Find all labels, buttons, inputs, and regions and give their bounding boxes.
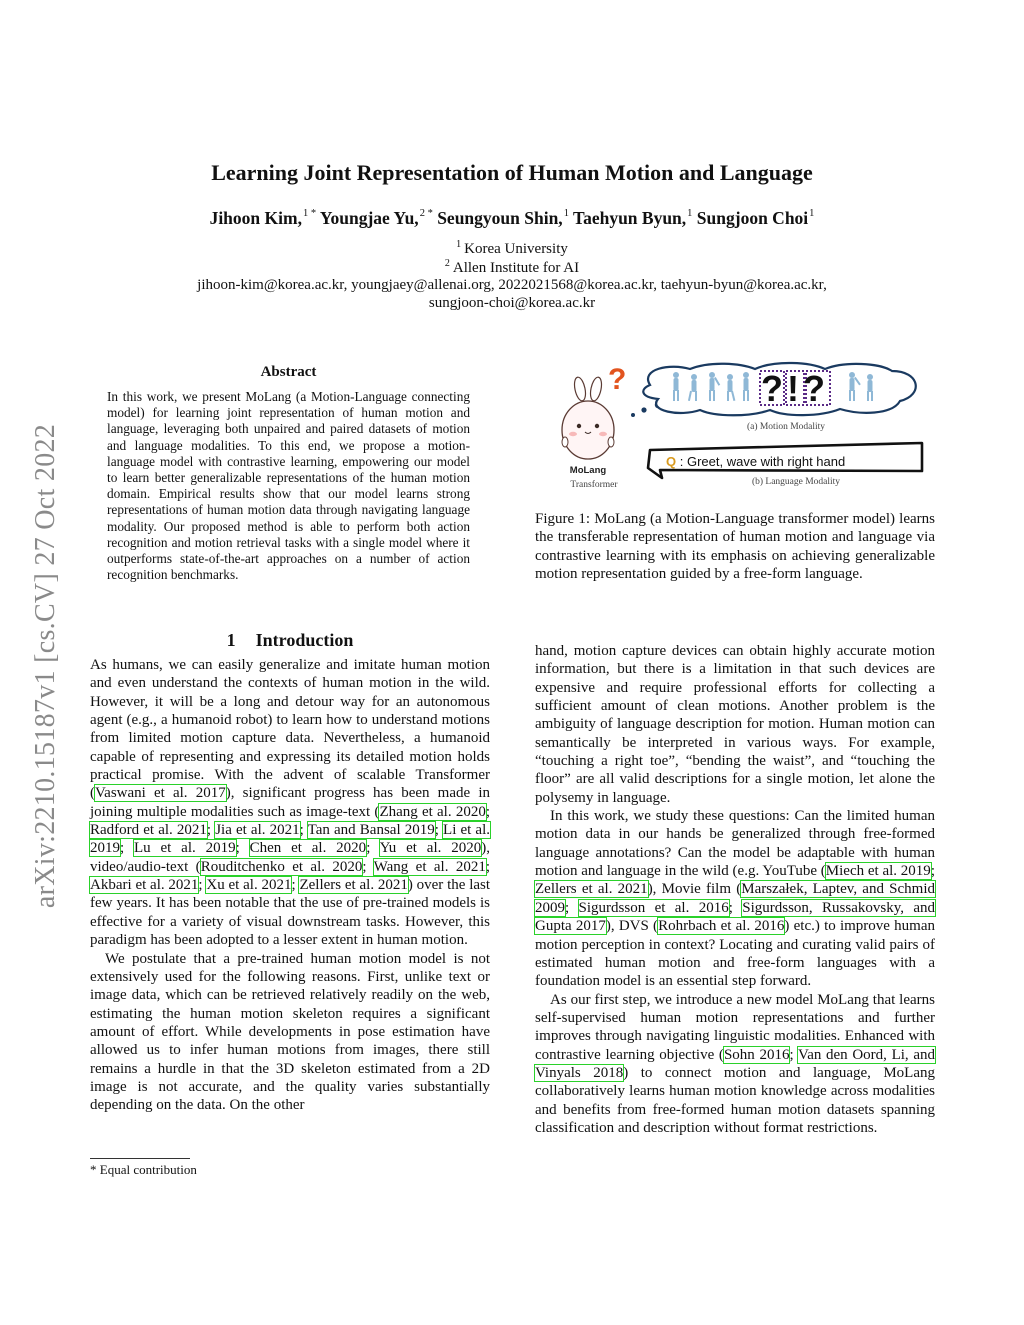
citation-link[interactable]: Radford et al. 2021 xyxy=(90,822,207,839)
model-type-label: Transformer xyxy=(570,480,618,490)
citation-link[interactable]: Rohrbach et al. 2016 xyxy=(658,918,785,935)
citation-link[interactable]: Xu et al. 2021 xyxy=(206,877,292,894)
author-name: Seungyoun Shin, xyxy=(437,208,563,228)
email-line-1: jihoon-kim@korea.ac.kr, youngjaey@allenai.org, 2022021568@korea.ac.kr, taehyun-byun@korea.ac.kr, xyxy=(197,277,827,293)
section-heading-introduction xyxy=(90,630,490,651)
figure-caption: Figure 1: MoLang (a Motion-Language transformer model) learns the transferable representation of human motion and language via contrastive learning with its emphasis on achieving generalizable motion representation guided by a free-form language. xyxy=(535,511,935,583)
molang-character-icon xyxy=(562,376,614,459)
author-list xyxy=(0,208,1024,229)
section-title: Introduction xyxy=(255,630,354,650)
citation-link[interactable]: Tan and Bansal 2019 xyxy=(307,822,435,839)
language-modality-label: (b) Language Modality xyxy=(751,477,841,487)
citation-link[interactable]: Wang et al. 2021 xyxy=(373,858,486,875)
author-affiliation-mark: 1 xyxy=(563,208,569,219)
paragraph: As our first step, we introduce a new model MoLang that learns self-supervised human motion representations and further improves through navigating linguistic modalities. Enhanced with contrastive learning objective (Sohn 2016; Van den Oord, Li, and Vinyals 2018) to connect motion and language, MoLang collaboratively learns human motion knowledge across modalities and benefits from free-formed human motion datasets spanning classification and description without format restrictions. xyxy=(535,991,936,1136)
abstract-body: In this work, we present MoLang (a Motion-Language connecting model) for learning joint representation of human motion and language, leveraging both unpaired and paired datasets of motion and language modalities. To this end, we propose a motion-language model with contrastive learning, empowering our model to learn better generalizable representations of the human motion domain. Empirical results show that our model learns strong representations of human motion data through navigating language modality. Our proposed method is able to perform both action recognition and motion retrieval tasks with a single model where it outperforms state-of-the-art approaches on a number of action recognition benchmarks. xyxy=(107,389,470,583)
svg-text:?!?: ?!? xyxy=(761,368,829,409)
citation-link[interactable]: Marszałek, Laptev, and Schmid 2009 xyxy=(535,881,936,916)
figure-1 xyxy=(540,355,930,500)
citation-link[interactable]: Li et al. 2019 xyxy=(90,822,491,857)
citation-link[interactable]: Sigurdsson et al. 2016 xyxy=(578,899,729,916)
citation-link[interactable]: Sohn 2016 xyxy=(723,1046,790,1063)
right-column-text xyxy=(535,642,935,1137)
author-name: Sungjoon Choi xyxy=(696,208,809,228)
author-affiliation-mark: 1 xyxy=(687,208,693,219)
author-affiliation-mark: 1 * xyxy=(302,208,317,219)
ambiguity-marks-icon xyxy=(760,368,830,409)
citation-link[interactable]: Jia et al. 2021 xyxy=(215,822,300,839)
citation-link[interactable]: Zellers et al. 2021 xyxy=(299,877,408,894)
model-name-label: MoLang xyxy=(569,465,607,476)
citation-link[interactable]: Chen et al. 2020 xyxy=(249,840,367,857)
footnote-rule xyxy=(90,1158,190,1159)
citation-link[interactable]: Lu et al. 2019 xyxy=(134,840,236,857)
citation-link[interactable]: Miech et al. 2019 xyxy=(825,863,931,880)
question-mark-icon: ? xyxy=(608,363,627,396)
citation-link[interactable]: Rouditchenko et al. 2020 xyxy=(200,858,363,875)
thought-dot-icon xyxy=(641,407,646,412)
motion-modality-label: (a) Motion Modality xyxy=(746,422,826,432)
citation-link[interactable]: Yu et al. 2020 xyxy=(379,840,482,857)
section-number: 1 xyxy=(226,630,236,650)
paragraph: hand, motion capture devices can obtain highly accurate motion information, but there is a limitation in that such devices are expensive and require professional efforts for collecting a sufficient amount of clean motions. Another problem is the ambiguity of language description for motion. Human motion can semantically be interpreted in various ways. For example, “touching a right toe”, “bending the waist”, and “touching the floor” are all valid descriptions for a single motion, let alone the polysemy in language. xyxy=(535,643,935,806)
author-affiliation-mark: 1 xyxy=(809,208,815,219)
citation-link[interactable]: Zellers et al. 2021 xyxy=(535,881,648,898)
footnote: * Equal contribution xyxy=(90,1162,197,1177)
query-text: Q : Greet, wave with right hand xyxy=(666,454,846,469)
author-name: Youngjae Yu, xyxy=(319,208,419,228)
citation-link[interactable]: Vaswani et al. 2017 xyxy=(95,785,226,802)
author-name: Jihoon Kim, xyxy=(209,208,302,228)
paper-title: Learning Joint Representation of Human Motion and Language xyxy=(211,160,813,185)
thought-dot-icon xyxy=(631,413,635,417)
citation-link[interactable]: Van den Oord, Li, and Vinyals 2018 xyxy=(535,1046,935,1081)
author-name: Taehyun Byun, xyxy=(573,208,687,228)
abstract-heading: Abstract xyxy=(260,364,317,380)
paragraph: In this work, we study these questions: Can the limited human motion data in our hands be generalized through free-formed language annotations? Can the model be adaptable with human motion and language in the wild (e.g. YouTube (Miech et al. 2019; Zellers et al. 2021), Movie film (Marszałek, Laptev, and Schmid 2009; Sigurdsson et al. 2016; Sigurdsson, Russakovsky, and Gupta 2017), DVS (Rohrbach et al. 2016) etc.) to improve human motion perception in context? Locating and curating valid pairs of estimated human motion and free-form languages with a foundation model is an essential step forward. xyxy=(535,808,936,990)
citation-link[interactable]: Sigurdsson, Russakovsky, and Gupta 2017 xyxy=(535,899,935,935)
citation-link[interactable]: Akbari et al. 2021 xyxy=(90,877,199,894)
affiliation-2: $^2$ Allen Institute for AI xyxy=(444,258,580,276)
affiliation-1: $^1$ Korea University xyxy=(456,239,568,257)
citation-link[interactable]: Zhang et al. 2020 xyxy=(379,803,486,820)
email-line-2: sungjoon-choi@korea.ac.kr xyxy=(428,295,596,311)
arxiv-stamp: arXiv:2210.15187v1 [cs.CV] 27 Oct 2022 xyxy=(30,423,61,909)
paragraph: We postulate that a pre-trained human motion model is not extensively used for the following reasons. First, unlike text or image data, which can be retrieved relatively readily on the web, estimating the human motion skeleton requires a significant amount of effort. While developments in pose estimation have allowed us to infer human motions from images, there still remains a hurdle in that the 3D skeleton estimated from a 2D image is not accurate, and the quality varies substantially depending on the data. On the other xyxy=(90,950,490,1114)
left-column-text xyxy=(90,656,490,1115)
author-affiliation-mark: 2 * xyxy=(419,208,433,219)
paragraph: As humans, we can easily generalize and imitate human motion and even understand the contexts of human motion in the wild. However, it will be a long and detour way for an autonomous agent (e.g., a humanoid robot) to learn how to understand motions from limited motion capture data. Nevertheless, a humanoid capable of representing and expressing its detailed motion holds practical promise. With the advent of scalable Transformer (Vaswani et al. 2017), significant progress has been made in joining multiple modalities such as image-text (Zhang et al. 2020; Radford et al. 2021; Jia et al. 2021; Tan and Bansal 2019; Li et al. 2019; Lu et al. 2019; Chen et al. 2020; Yu et al. 2020), video/audio-text (Rouditchenko et al. 2020; Wang et al. 2021; Akbari et al. 2021; Xu et al. 2021; Zellers et al. 2021) over the last few years. It has been notable that the use of pre-trained models is effective for a variety of visual downstream tasks. However, this paradigm has been adopted to a lesser extent in human motion. xyxy=(90,657,491,949)
